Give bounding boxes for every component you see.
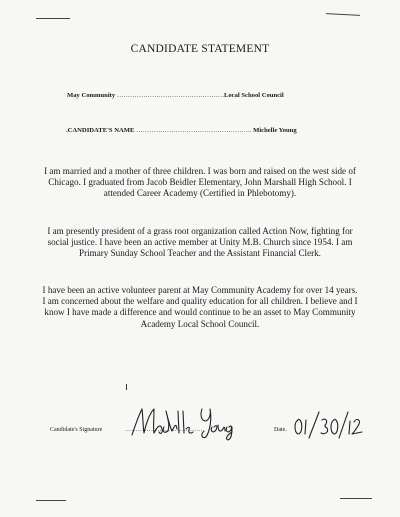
statement-paragraph-2: I am presently president of a grass root organization called Action Now, fighting for social justice. I have been an active member at Unity M.B. Church since 1954. I am Primary Sunday School Teacher and the Assistant Financial Clerk. <box>47 226 353 259</box>
school-line-dots: …………………………………………. <box>116 92 224 99</box>
candidate-name-dots: …………………………………………….. <box>136 127 252 134</box>
handwritten-signature <box>128 405 278 441</box>
school-line <box>67 92 284 99</box>
candidate-name-line <box>66 127 297 134</box>
date-label: Date. <box>274 427 287 433</box>
school-name: May Community <box>67 92 116 99</box>
corner-mark-top-right <box>326 13 360 16</box>
statement-paragraph-1: I am married and a mother of three children. I was born and raised on the west side of Chicago. I graduated from Jacob Beidler Elementary, John Marshall High School. I attended Career Academy (Certified in Phlebotomy). <box>44 166 356 199</box>
stray-mark <box>126 384 127 390</box>
corner-mark-top-left <box>36 18 70 19</box>
signature-line-dots: ……………………………… <box>125 427 203 433</box>
corner-mark-bottom-right <box>340 498 372 499</box>
council-name: Local School Council <box>223 92 284 99</box>
candidate-name-label: .CANDIDATE'S NAME <box>66 127 135 134</box>
corner-mark-bottom-left <box>36 500 66 501</box>
signature-label: Candidate's Signature <box>50 427 103 433</box>
statement-paragraph-3: I have been an active volunteer parent at May Community Academy for over 14 years. I am concerned about the welfare and quality education for all children. I believe and I know I have made a difference and would continue to be an asset to May Community Academy Local School Council. <box>42 285 358 329</box>
candidate-name-value: Michelle Young <box>253 127 297 134</box>
handwritten-date <box>292 408 364 440</box>
page-title: CANDIDATE STATEMENT <box>130 43 270 55</box>
